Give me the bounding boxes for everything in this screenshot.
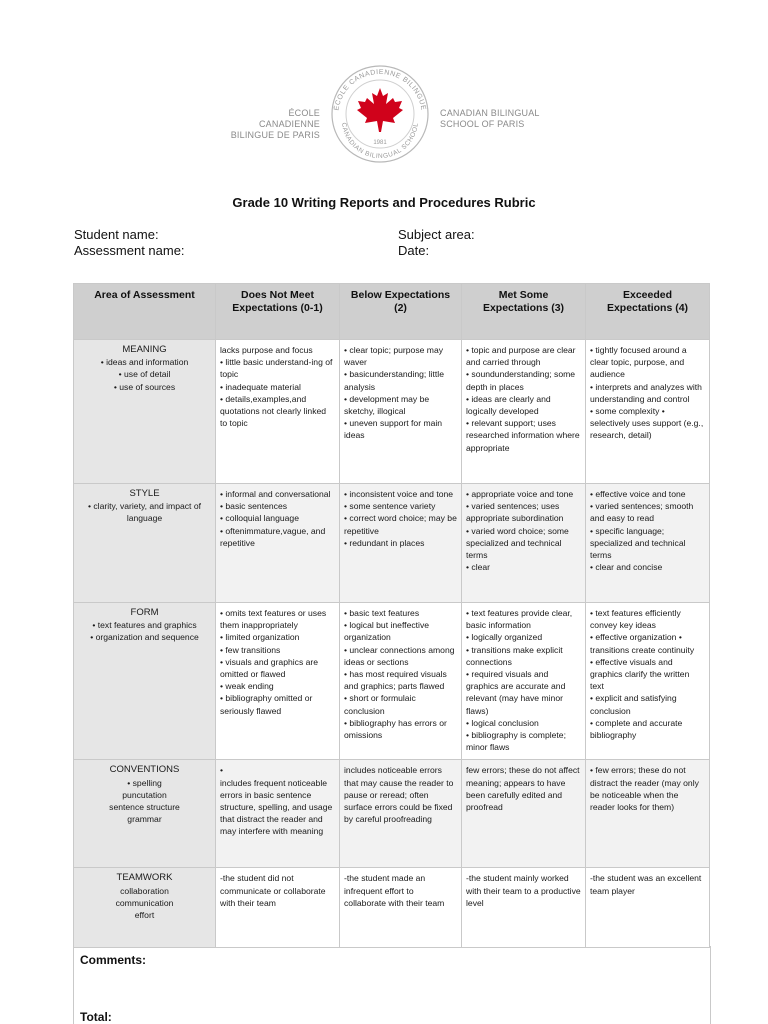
criteria-line: • relevant support; uses researched information where appropriate [466,418,580,453]
criteria-line: • text features provide clear, basic information [466,608,573,631]
criteria-cell [462,484,586,603]
criteria-line: omitted or flawed [220,669,286,680]
criteria-cell [216,868,340,948]
table-row [74,868,710,948]
area-item: • spelling [127,777,162,788]
table-row [74,760,710,868]
seal-bottom-text: CANADIAN BILINGUAL SCHOOL [340,122,420,161]
criteria-line: • uneven support for main ideas [344,418,443,441]
criteria-line: • specific language; specialized and technical terms [590,525,686,561]
header-area: Area of Assessment [74,284,216,340]
subject-area-field: Subject area: [398,227,475,242]
comments-section [73,946,711,1024]
total-label: Total: [80,1010,112,1024]
logo-text-french [228,108,320,141]
criteria-cell [340,868,462,948]
criteria-line: • few transitions [220,644,281,655]
criteria-line: • has most required visuals and graphics; parts flawed [344,669,447,692]
logo-english-line1: CANADIAN BILINGUAL [440,108,540,118]
area-title: STYLE [129,488,160,499]
criteria-line: • transitions make explicit connections [466,644,563,667]
maple-leaf-icon [357,88,403,132]
criteria-cell [340,760,462,868]
criteria-line: • tightly focused around a clear topic, purpose, and audience [590,345,687,380]
area-cell [74,340,216,484]
area-item: effort [134,910,155,921]
criteria-line: • details,examples,and quotations not clearly linked to topic [220,393,327,429]
criteria-cell [586,603,710,760]
criteria-line: • limited organization [220,632,300,643]
criteria-line: • few errors; these do not distract the reader (may only be noticeable when the reader looks for them) [590,765,699,813]
school-seal-icon [320,58,440,170]
logo-french-line2: BILINGUE DE PARIS [230,130,320,140]
criteria-cell [340,484,462,603]
criteria-line: • inconsistent voice and tone [344,489,454,499]
date-field: Date: [398,243,430,258]
criteria-line: few errors; these do not affect meaning; appears to have been carefully edited and proofread [466,765,580,813]
seal-year: 1981 [373,140,387,146]
criteria-line: • some complexity • selectively uses support (e.g., research, detail) [590,406,704,441]
area-title: CONVENTIONS [109,764,180,776]
criteria-cell [462,868,586,948]
criteria-line: includes frequent noticeable errors in basic sentence structure, spelling, and usage that distract the reader and may interfere with meaning [220,777,333,837]
area-item: collaboration [120,885,169,896]
area-item: • ideas and information [100,357,189,368]
criteria-cell [216,760,340,868]
criteria-line: • oftenimmature,vague, and repetitive [220,525,326,548]
criteria-line: • some sentence variety [344,501,436,512]
criteria-line: • development may be sketchy, illogical [344,393,430,417]
area-title: FORM [130,607,159,618]
area-item: grammar [127,814,162,825]
criteria-line: • effective organization • transitions create continuity [590,632,695,655]
school-logo [0,58,768,170]
criteria-cell [216,603,340,760]
criteria-line: • bibliography has errors or omissions [344,717,447,741]
criteria-line: • weak ending [220,681,274,692]
area-title: TEAMWORK [116,872,173,884]
header-exceeded: Exceeded Expectations (4) [586,284,710,340]
criteria-cell [462,603,586,760]
area-item: • use of detail [118,369,171,380]
area-item: • text features and graphics [92,620,197,631]
area-cell [74,603,216,760]
criteria-line: • visuals and graphics are [220,656,319,667]
table-header-row [74,284,710,340]
criteria-line: • correct word choice; may be repetitive [344,513,457,536]
criteria-line: • colloquial language [220,513,299,524]
criteria-line: • redundant in places [344,537,425,548]
logo-text-english [440,108,550,130]
table-row [74,340,710,484]
area-cell [74,484,216,603]
table-row [74,603,710,760]
criteria-cell [340,603,462,760]
criteria-line: • unclear connections among ideas or sections [344,644,455,667]
assessment-name-field: Assessment name: [74,243,185,258]
document-title: Grade 10 Writing Reports and Procedures Rubric [232,195,536,210]
criteria-line: • clear [466,562,491,573]
criteria-line: • bibliography omitted or seriously flawed [220,693,313,716]
student-name-field: Student name: [74,227,159,242]
criteria-cell [586,760,710,868]
rubric-table [73,283,710,948]
criteria-cell [462,340,586,484]
criteria-cell [216,340,340,484]
criteria-line: • basicunderstanding; little analysis [344,369,444,392]
area-item: • organization and sequence [90,632,199,643]
criteria-line: • topic and purpose are clear and carried through [466,345,576,368]
criteria-line: • inadequate material [220,381,301,392]
criteria-line: • varied word choice; some specialized and technical terms [466,525,569,561]
criteria-line: -the student mainly worked with their team to a productive level [466,873,581,908]
criteria-line: -the student was an excellent team player [590,873,702,896]
area-item: communication [115,897,174,908]
criteria-line: • omits text features or uses them inappropriately [220,608,327,631]
logo-french-line1: ÉCOLE CANADIENNE [258,108,320,129]
area-item: • clarity, variety, and impact of language [87,501,201,524]
criteria-line: • short or formulaic conclusion [344,693,416,716]
criteria-line: • [220,765,224,776]
criteria-line: • logical but ineffective organization [344,620,430,643]
header-met-some: Met Some Expectations (3) [462,284,586,340]
area-cell [74,760,216,868]
criteria-line: • clear and concise [590,562,663,573]
criteria-line: • basic text features [344,608,420,618]
criteria-line: • complete and accurate bibliography [590,717,683,741]
table-row [74,484,710,603]
criteria-line: lacks purpose and focus [220,345,313,355]
criteria-line: includes noticeable errors that may cause the reader to pause or reread; often surface errors could be fixed by careful proofreading [344,765,454,825]
criteria-cell [462,760,586,868]
criteria-line: • little basic understand-ing of topic [220,357,333,380]
criteria-line: • varied sentences; smooth and easy to read [590,501,694,524]
area-cell [74,868,216,948]
criteria-line: • appropriate voice and tone [466,489,574,499]
criteria-cell [216,484,340,603]
criteria-line: • interprets and analyzes with understanding and control [590,381,702,404]
criteria-line: -the student did not communicate or collaborate with their team [220,873,326,908]
criteria-cell [340,340,462,484]
criteria-line: • clear topic; purpose may waver [344,345,444,368]
criteria-line: • ideas are clearly and logically developed [466,393,551,417]
criteria-line: • bibliography is complete; minor flaws [466,730,566,753]
criteria-cell [586,484,710,603]
criteria-line: -the student made an infrequent effort to collaborate with their team [344,873,445,908]
criteria-line: • varied sentences; uses appropriate subordination [466,501,564,524]
area-item: • use of sources [113,381,176,392]
criteria-line: • required visuals and graphics are accurate and relevant (may have minor flaws) [466,669,566,716]
header-below: Below Expectations (2) [340,284,462,340]
area-item: sentence structure [109,802,180,813]
logo-english-line2: SCHOOL OF PARIS [440,119,525,129]
criteria-line: • explicit and satisfying conclusion [590,693,677,716]
comments-label: Comments: [80,953,147,967]
area-title: MEANING [122,344,167,355]
area-item: puncutation [122,789,167,800]
criteria-line: • informal and conversational [220,489,331,499]
criteria-line: • soundunderstanding; some depth in places [466,369,576,392]
criteria-line: • effective voice and tone [590,489,686,499]
criteria-line: • logical conclusion [466,717,539,728]
criteria-cell [586,340,710,484]
criteria-cell [586,868,710,948]
header-does-not-meet: Does Not Meet Expectations (0-1) [216,284,340,340]
criteria-line: • basic sentences [220,501,288,512]
seal-top-text: ÉCOLE CANADIENNE BILINGUE [333,68,427,112]
criteria-line: • text features efficiently convey key ideas [590,608,681,631]
criteria-line: • logically organized [466,632,543,643]
criteria-line: • effective visuals and graphics clarify the written text [590,656,690,692]
